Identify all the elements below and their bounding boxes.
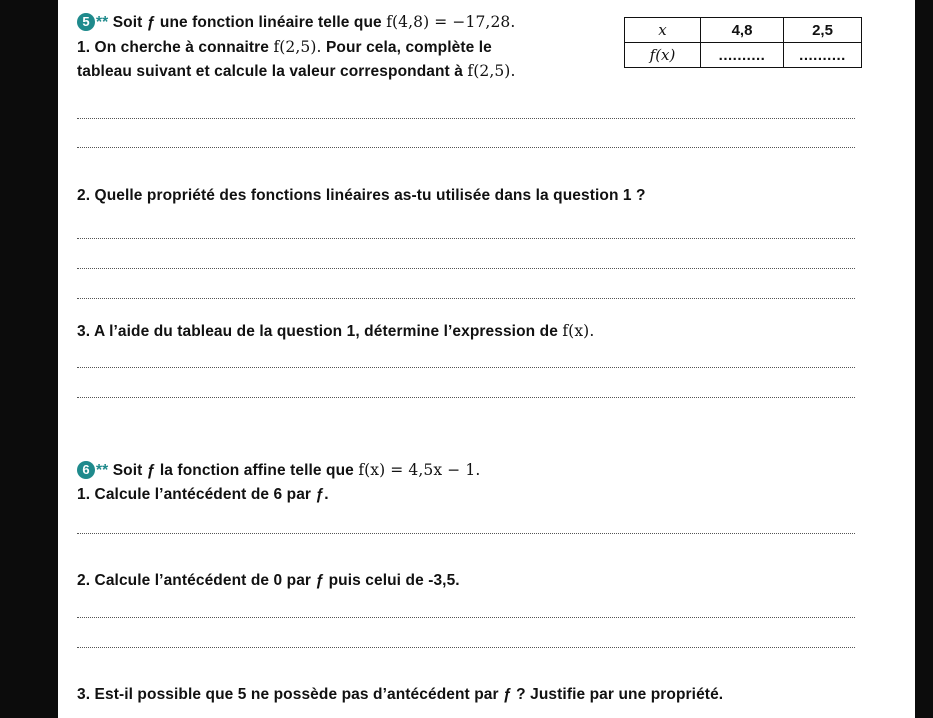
- answer-line[interactable]: [77, 268, 855, 269]
- table-answer-blank-1[interactable]: ..........: [701, 43, 784, 68]
- answer-line[interactable]: [77, 367, 855, 368]
- answer-line[interactable]: [77, 238, 855, 239]
- q1-text-a: 1. On cherche à connaitre: [77, 39, 270, 56]
- answer-line[interactable]: [77, 397, 855, 398]
- worksheet-page: [58, 0, 915, 718]
- exercise-6-number-badge: 6: [77, 461, 95, 479]
- q1-math-c: f(2,5).: [467, 62, 516, 80]
- exercise-5-number-badge: 5: [77, 13, 95, 31]
- answer-line[interactable]: [77, 617, 855, 618]
- exercise-6-function-expression: f(x) = 4,5x − 1.: [358, 461, 481, 479]
- answer-line[interactable]: [77, 147, 855, 148]
- exercise-5-question-1-line-2: [77, 62, 515, 81]
- exercise-5-question-3: [77, 322, 594, 341]
- answer-line[interactable]: [77, 118, 855, 119]
- exercise-6-question-2: 2. Calcule l’antécédent de 0 par ƒ puis celui de -3,5.: [77, 572, 460, 589]
- exercise-5-intro-text: Soit ƒ une fonction linéaire telle que: [112, 14, 382, 31]
- answer-line[interactable]: [77, 533, 855, 534]
- exercise-5-statement: [77, 13, 515, 32]
- q3-text: 3. A l’aide du tableau de la question 1, détermine l’expression de: [77, 323, 558, 340]
- value-table-row-fx: [625, 43, 862, 68]
- exercise-6-question-3: 3. Est-il possible que 5 ne possède pas d’antécédent par ƒ ? Justifie par une propriété.: [77, 686, 724, 703]
- exercise-6-intro-text: Soit ƒ la fonction affine telle que: [112, 462, 354, 479]
- answer-line[interactable]: [77, 298, 855, 299]
- exercise-5-given-value: f(4,8) = −17,28.: [386, 13, 516, 31]
- table-cell-x-1: 4,8: [701, 18, 784, 43]
- table-cell-x-2: 2,5: [784, 18, 862, 43]
- difficulty-stars: **: [96, 14, 109, 31]
- q1-text-c: tableau suivant et calcule la valeur correspondant à: [77, 63, 463, 80]
- exercise-5-question-1-line-1: [77, 38, 492, 57]
- answer-line[interactable]: [77, 647, 855, 648]
- q1-math-a: f(2,5).: [273, 38, 322, 56]
- value-table-row-x: [625, 18, 862, 43]
- q3-math: f(x).: [562, 322, 595, 340]
- table-header-x: x: [625, 18, 701, 43]
- q1-text-b: Pour cela, complète le: [325, 39, 492, 56]
- table-answer-blank-2[interactable]: ..........: [784, 43, 862, 68]
- exercise-6-question-1: 1. Calcule l’antécédent de 6 par ƒ.: [77, 486, 329, 503]
- value-table: [624, 17, 862, 68]
- table-header-fx: f(x): [625, 43, 701, 68]
- exercise-6-statement: [77, 461, 480, 480]
- difficulty-stars: **: [96, 462, 109, 479]
- exercise-5-question-2: 2. Quelle propriété des fonctions linéaires as-tu utilisée dans la question 1 ?: [77, 187, 646, 204]
